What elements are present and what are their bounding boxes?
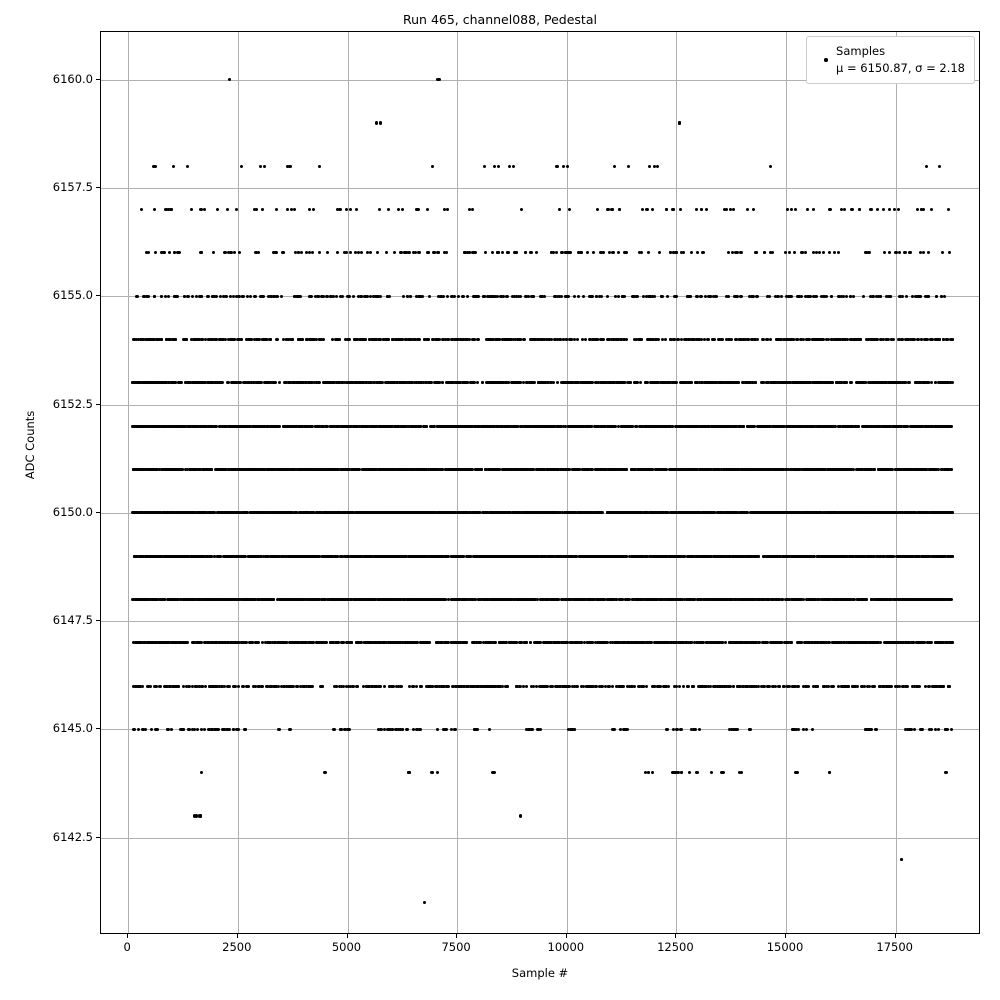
y-tickmark — [96, 404, 100, 405]
legend-sublabel: μ = 6150.87, σ = 2.18 — [836, 60, 965, 75]
x-tickmark — [675, 934, 676, 938]
x-tickmark — [785, 934, 786, 938]
x-tickmark — [456, 934, 457, 938]
gridline-vertical — [128, 32, 129, 933]
x-tick-label: 2500 — [222, 940, 252, 954]
gridline-vertical — [348, 32, 349, 933]
legend-label: Samples — [836, 44, 886, 58]
y-tickmark — [96, 620, 100, 621]
gridline-vertical — [676, 32, 677, 933]
x-tickmark — [566, 934, 567, 938]
y-tickmark — [96, 187, 100, 188]
x-tickmark — [895, 934, 896, 938]
x-tickmark — [127, 934, 128, 938]
y-tick-label: 6157.5 — [52, 179, 93, 194]
gridline-horizontal — [101, 621, 979, 622]
y-tick-label: 6155.0 — [52, 288, 93, 303]
chart-legend — [806, 36, 975, 84]
chart-title: Run 465, channel088, Pedestal — [403, 12, 597, 27]
gridline-vertical — [238, 32, 239, 933]
x-tick-label: 0 — [123, 940, 131, 954]
gridline-vertical — [457, 32, 458, 933]
legend-entry — [816, 43, 965, 76]
gridline-vertical — [786, 32, 787, 933]
gridline-horizontal — [101, 838, 979, 839]
y-tick-label: 6147.5 — [52, 613, 93, 628]
x-tickmark — [237, 934, 238, 938]
y-tick-label: 6160.0 — [52, 71, 93, 86]
y-tick-label: 6152.5 — [52, 396, 93, 411]
y-tick-label: 6142.5 — [52, 829, 93, 844]
gridline-horizontal — [101, 405, 979, 406]
y-tickmark — [96, 295, 100, 296]
plot-area — [100, 31, 980, 934]
x-tickmark — [347, 934, 348, 938]
x-tick-label: 15000 — [766, 940, 804, 954]
y-tick-label: 6145.0 — [52, 721, 93, 736]
x-tick-label: 5000 — [331, 940, 362, 954]
y-tick-label: 6150.0 — [52, 504, 93, 519]
y-tickmark — [96, 79, 100, 80]
x-axis-label: Sample # — [511, 966, 569, 980]
gridline-horizontal — [101, 188, 979, 189]
x-tick-label: 17500 — [876, 940, 913, 954]
y-axis-label: ADC Counts — [23, 410, 37, 480]
y-tickmark — [96, 837, 100, 838]
y-axis-ticklabels — [28, 31, 93, 934]
x-tick-label: 10000 — [547, 940, 585, 954]
x-axis-ticklabels — [100, 940, 980, 958]
gridline-vertical — [896, 32, 897, 933]
x-tick-label: 7500 — [441, 940, 471, 954]
x-tick-label: 12500 — [657, 940, 694, 954]
legend-point-icon — [816, 51, 836, 68]
y-tickmark — [96, 512, 100, 513]
y-tickmark — [96, 728, 100, 729]
